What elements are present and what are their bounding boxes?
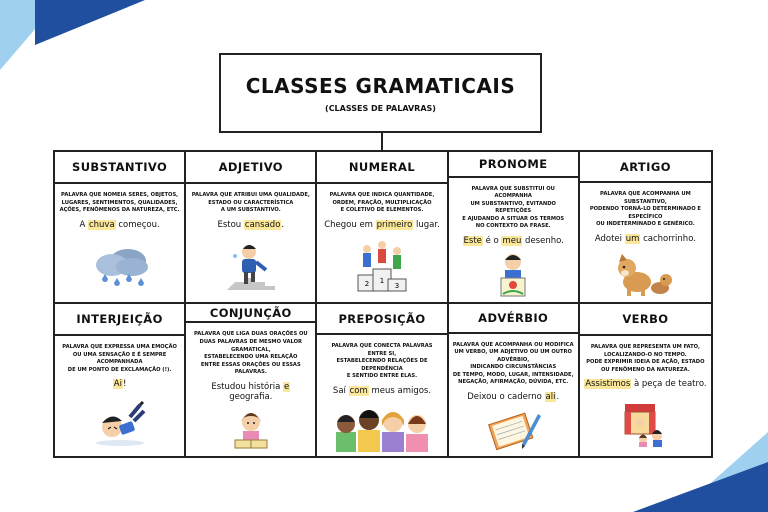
class-name: SUBSTANTIVO <box>55 152 184 184</box>
class-example: Chegou em primeiro lugar. <box>324 219 440 230</box>
class-example: A chuva começou. <box>79 219 160 230</box>
class-card-adjetivo <box>186 152 317 304</box>
svg-text:3: 3 <box>394 281 400 290</box>
class-definition: PALAVRA QUE ACOMPANHA UM SUBSTANTIVO, PODENDO TORNÁ-LO DETERMINADO E ESPECÍFICO OU INDETERMINADO E GENÉRICO. <box>589 191 701 228</box>
class-name: VERBO <box>580 304 711 336</box>
class-definition: PALAVRA QUE EXPRESSA UMA EMOÇÃO OU UMA SENSAÇÃO E É SEMPRE ACOMPANHADA DE UM PONTO DE EXCLAMAÇÃO (!). <box>62 344 177 373</box>
class-name: ADVÉRBIO <box>449 304 578 334</box>
class-definition: PALAVRA QUE CONECTA PALAVRAS ENTRE SI, ESTABELECENDO RELAÇÕES DE DEPENDÊNCIA E SENTIDO ENTRE ELAS. <box>331 343 433 380</box>
title-connector-line <box>381 133 383 150</box>
class-card-numeral <box>317 152 448 304</box>
class-name: NUMERAL <box>317 152 446 184</box>
classes-grid <box>53 150 713 458</box>
class-card-substantivo <box>55 152 186 304</box>
svg-text:2: 2 <box>364 279 370 288</box>
class-definition: PALAVRA QUE ATRIBUI UMA QUALIDADE, ESTADO OU CARACTERÍSTICA A UM SUBSTANTIVO. <box>191 192 310 214</box>
class-definition: PALAVRA QUE NOMEIA SERES, OBJETOS, LUGARES, SENTIMENTOS, QUALIDADES, AÇÕES, FENÔMENOS DA NATUREZA, ETC. <box>59 192 180 214</box>
class-card-conjuncao <box>186 304 317 456</box>
class-name: PRONOME <box>449 152 578 178</box>
class-name: ARTIGO <box>580 152 711 183</box>
corner-decoration-top-left <box>0 0 150 80</box>
class-example: Estou cansado. <box>217 219 285 230</box>
class-example: Assistimos à peça de teatro. <box>585 379 707 390</box>
notebook-pencil-icon <box>484 408 542 452</box>
class-example: Ai! <box>113 379 127 390</box>
theater-stage-icon <box>621 400 669 448</box>
boy-falling-icon <box>92 401 148 447</box>
class-example: Estudou história e geografia. <box>211 381 290 402</box>
friends-group-icon <box>332 402 432 452</box>
class-card-verbo <box>580 304 711 456</box>
class-card-artigo <box>580 152 711 304</box>
class-definition: PALAVRA QUE REPRESENTA UM FATO, LOCALIZANDO-O NO TEMPO. PODE EXPRIMIR IDEIA DE AÇÃO, ESTADO OU FENÔMENO DA NATUREZA. <box>586 344 705 373</box>
class-definition: PALAVRA QUE LIGA DUAS ORAÇÕES OU DUAS PALAVRAS DE MESMO VALOR GRAMATICAL, ESTABELECENDO UMA RELAÇÃO ENTRE ESSAS ORAÇÕES OU ESSAS PALAVRAS. <box>193 331 308 376</box>
page-title: CLASSES GRAMATICAIS <box>245 73 516 98</box>
class-name: PREPOSIÇÃO <box>317 304 446 335</box>
title-box <box>219 53 542 133</box>
svg-text:1: 1 <box>379 276 385 285</box>
class-name: CONJUNÇÃO <box>186 304 315 323</box>
class-definition: PALAVRA QUE SUBSTITUI OU ACOMPANHA UM SUBSTANTIVO, EVITANDO REPETIÇÕES E AJUDANDO A SITUAR OS TERMOS NO CONTEXTO DA FRASE. <box>462 185 565 230</box>
girl-studying-icon <box>229 408 273 452</box>
class-card-pronome <box>449 152 580 304</box>
class-example: Saí com meus amigos. <box>332 385 432 396</box>
rain-cloud-icon <box>88 245 152 289</box>
tired-man-stairs-icon <box>223 242 279 292</box>
class-example: Este é o meu desenho. <box>463 235 564 246</box>
class-name: INTERJEIÇÃO <box>55 304 184 336</box>
boy-drawing-icon <box>493 252 533 298</box>
page-subtitle: (CLASSES DE PALAVRAS) <box>325 103 436 113</box>
dogs-icon <box>613 250 677 298</box>
class-card-preposicao <box>317 304 448 456</box>
class-name: ADJETIVO <box>186 152 315 184</box>
class-definition: PALAVRA QUE INDICA QUANTIDADE, ORDEM, FRAÇÃO, MULTIPLICAÇÃO E COLETIVO DE ELEMENTOS. <box>329 192 435 214</box>
class-example: Adotei um cachorrinho. <box>594 233 696 244</box>
class-card-adverbio <box>449 304 580 456</box>
podium-icon <box>354 241 410 293</box>
class-card-interjeicao <box>55 304 186 456</box>
class-definition: PALAVRA QUE ACOMPANHA OU MODIFICA UM VERBO, UM ADJETIVO OU UM OUTRO ADVÉRBIO, INDICANDO CIRCUNSTÂNCIAS DE TEMPO, MODO, LUGAR, INTENSIDADE, NEGAÇÃO, AFIRMAÇÃO, DÚVIDA, ETC. <box>452 341 574 386</box>
class-example: Deixou o caderno ali. <box>467 391 560 402</box>
